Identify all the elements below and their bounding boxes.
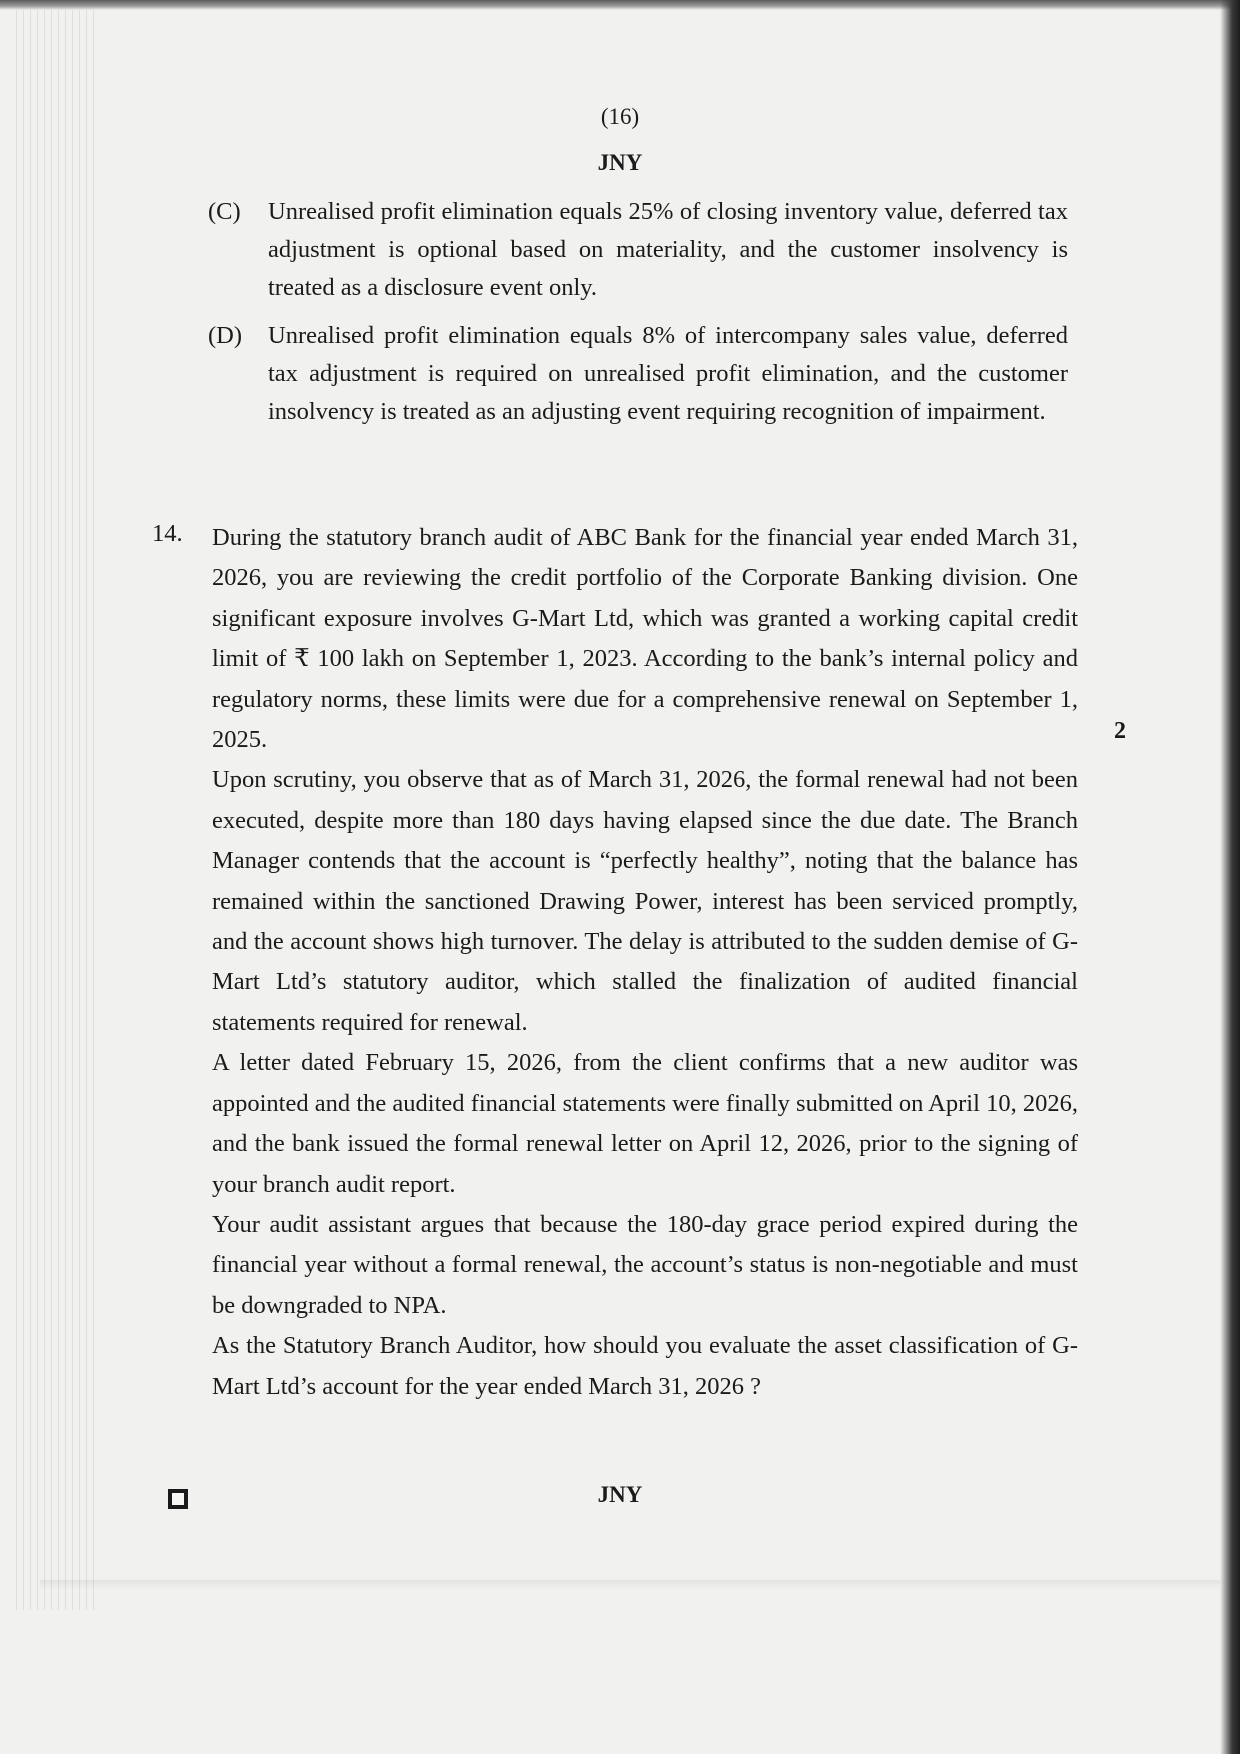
- option-label: (C): [208, 198, 241, 225]
- footer-paper-code: JNY: [597, 1482, 643, 1507]
- option-text: Unrealised profit elimination equals 25% of closing inventory value, deferred tax adjustment is optional based on materiality, and the customer insolvency is treated as a disclosure event only.: [268, 198, 1068, 301]
- option-c: [208, 193, 1068, 307]
- question-paragraph: Your audit assistant argues that because the 180-day grace period expired during the financial year without a formal renewal, the account’s status is non-negotiable and must be downgraded to NPA.: [212, 1210, 1078, 1319]
- question-paragraph: As the Statutory Branch Auditor, how should you evaluate the asset classification of G-Mart Ltd’s account for the year ended March 31, 2026 ?: [212, 1332, 1078, 1400]
- question-paragraph: Upon scrutiny, you observe that as of March 31, 2026, the formal renewal had not been executed, despite more than 180 days having elapsed since the due date. The Branch Manager contends that the account is “perfectly healthy”, noting that the balance has remained within the sanctioned Drawing Power, interest has been serviced promptly, and the account shows high turnover. The delay is attributed to the sudden demise of G-Mart Ltd’s statutory auditor, which stalled the finalization of audited financial statements required for renewal.: [212, 766, 1078, 1036]
- question-marks: 2: [1114, 718, 1126, 744]
- option-text: Unrealised profit elimination equals 8% of intercompany sales value, deferred tax adjustment is required on unrealised profit elimination, and the customer insolvency is treated as an adjusting event requiring recognition of impairment.: [268, 322, 1068, 425]
- question-number: 14.: [152, 520, 183, 547]
- option-label: (D): [208, 322, 243, 349]
- option-d: [208, 317, 1068, 431]
- page-number: (16): [600, 104, 640, 129]
- question-paragraph: A letter dated February 15, 2026, from the client confirms that a new auditor was appointed and the audited financial statements were finally submitted on April 10, 2026, and the bank issued the formal renewal letter on April 12, 2026, prior to the signing of your branch audit report.: [212, 1049, 1078, 1198]
- question-body: [212, 518, 1078, 1407]
- question-paragraph: During the statutory branch audit of ABC Bank for the financial year ended March 31, 2026, you are reviewing the credit portfolio of the Corporate Banking division. One significant exposure involves G-Mart Ltd, which was granted a working capital credit limit of ₹ 100 lakh on September 1, 2023. According to the bank’s internal policy and regulatory norms, these limits were due for a comprehensive renewal on September 1, 2025.: [212, 524, 1078, 754]
- header-paper-code: JNY: [597, 150, 643, 175]
